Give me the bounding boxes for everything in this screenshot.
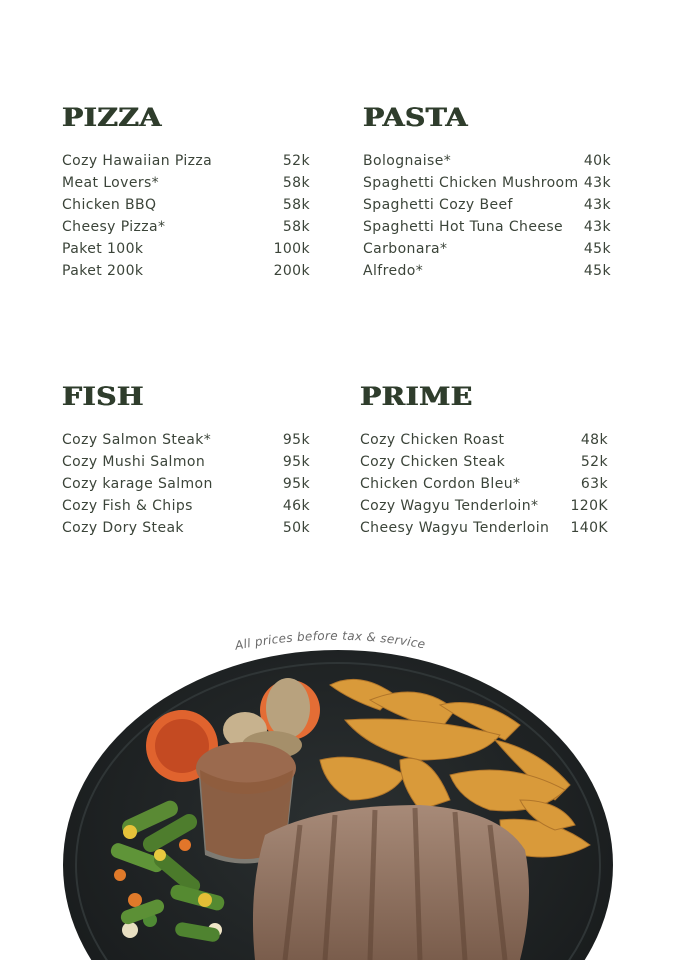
section-title-pizza: PIZZA — [62, 103, 162, 132]
menu-item-name: Cozy karage Salmon — [62, 476, 213, 492]
menu-item-price: 43k — [583, 219, 611, 235]
menu-item-name: Spaghetti Cozy Beef — [363, 197, 513, 213]
menu-item — [62, 451, 310, 473]
menu-item-price: 200k — [273, 263, 310, 279]
menu-section-pasta — [363, 103, 611, 282]
menu-item-name: Cozy Fish & Chips — [62, 498, 193, 514]
menu-item — [62, 238, 310, 260]
menu-item — [363, 172, 611, 194]
menu-item-name: Spaghetti Chicken Mushroom — [363, 175, 579, 191]
menu-item-name: Cozy Chicken Roast — [360, 432, 505, 448]
menu-item-name: Cozy Hawaiian Pizza — [62, 153, 213, 169]
menu-item-price: 58k — [282, 197, 310, 213]
menu-item-price: 43k — [583, 197, 611, 213]
menu-item-name: Cheesy Pizza* — [62, 219, 166, 235]
menu-item-name: Cozy Dory Steak — [62, 520, 184, 536]
menu-item-price: 100k — [273, 241, 310, 257]
menu-item-name: Alfredo* — [363, 263, 424, 279]
menu-item-price: 52k — [282, 153, 310, 169]
menu-item-price: 120K — [570, 498, 608, 514]
menu-item — [360, 495, 608, 517]
menu-item-price: 58k — [282, 175, 310, 191]
menu-item-name: Chicken Cordon Bleu* — [360, 476, 521, 492]
menu-item — [62, 495, 310, 517]
menu-item-price: 45k — [583, 263, 611, 279]
menu-item-price: 95k — [282, 432, 310, 448]
menu-item-name: Cozy Mushi Salmon — [62, 454, 206, 470]
menu-item-price: 95k — [282, 476, 310, 492]
menu-item — [360, 451, 608, 473]
menu-item — [363, 238, 611, 260]
section-title-fish: FISH — [62, 382, 144, 411]
menu-list-pasta — [363, 150, 611, 282]
menu-item — [62, 260, 310, 282]
menu-item — [62, 517, 310, 539]
menu-item-price: 40k — [583, 153, 611, 169]
menu-list-fish — [62, 429, 310, 539]
menu-item-price: 50k — [282, 520, 310, 536]
menu-section-fish — [62, 382, 310, 539]
menu-item — [363, 194, 611, 216]
menu-item — [363, 150, 611, 172]
section-title-prime: PRIME — [360, 382, 473, 411]
menu-item-price: 43k — [583, 175, 611, 191]
menu-list-pizza — [62, 150, 310, 282]
menu-list-prime — [360, 429, 608, 539]
menu-item-name: Cozy Chicken Steak — [360, 454, 506, 470]
menu-item-name: Cheesy Wagyu Tenderloin — [360, 520, 550, 536]
menu-item-name: Cozy Wagyu Tenderloin* — [360, 498, 539, 514]
menu-item — [62, 172, 310, 194]
menu-item-price: 45k — [583, 241, 611, 257]
menu-item-name: Chicken BBQ — [62, 197, 157, 213]
menu-item-price: 46k — [282, 498, 310, 514]
menu-item-name: Paket 100k — [62, 241, 144, 257]
menu-item — [360, 429, 608, 451]
menu-item-name: Spaghetti Hot Tuna Cheese — [363, 219, 564, 235]
menu-item — [363, 216, 611, 238]
menu-item — [360, 473, 608, 495]
menu-item — [360, 517, 608, 539]
menu-item-price: 58k — [282, 219, 310, 235]
menu-item-name: Carbonara* — [363, 241, 448, 257]
menu-item — [363, 260, 611, 282]
menu-item-price: 95k — [282, 454, 310, 470]
menu-item-name: Paket 200k — [62, 263, 144, 279]
menu-section-prime — [360, 382, 608, 539]
menu-item-price: 63k — [580, 476, 608, 492]
menu-item-name: Meat Lovers* — [62, 175, 160, 191]
menu-item-name: Bolognaise* — [363, 153, 452, 169]
menu-item-price: 48k — [580, 432, 608, 448]
menu-item — [62, 194, 310, 216]
menu-item-price: 52k — [580, 454, 608, 470]
menu-item — [62, 150, 310, 172]
price-note: All prices before tax & service — [233, 628, 427, 653]
menu-item — [62, 429, 310, 451]
menu-item-price: 140K — [570, 520, 608, 536]
section-title-pasta: PASTA — [363, 103, 468, 132]
menu-section-pizza — [62, 103, 310, 282]
menu-item — [62, 216, 310, 238]
steak-plate-photo — [0, 600, 677, 960]
menu-item — [62, 473, 310, 495]
menu-item-name: Cozy Salmon Steak* — [62, 432, 212, 448]
